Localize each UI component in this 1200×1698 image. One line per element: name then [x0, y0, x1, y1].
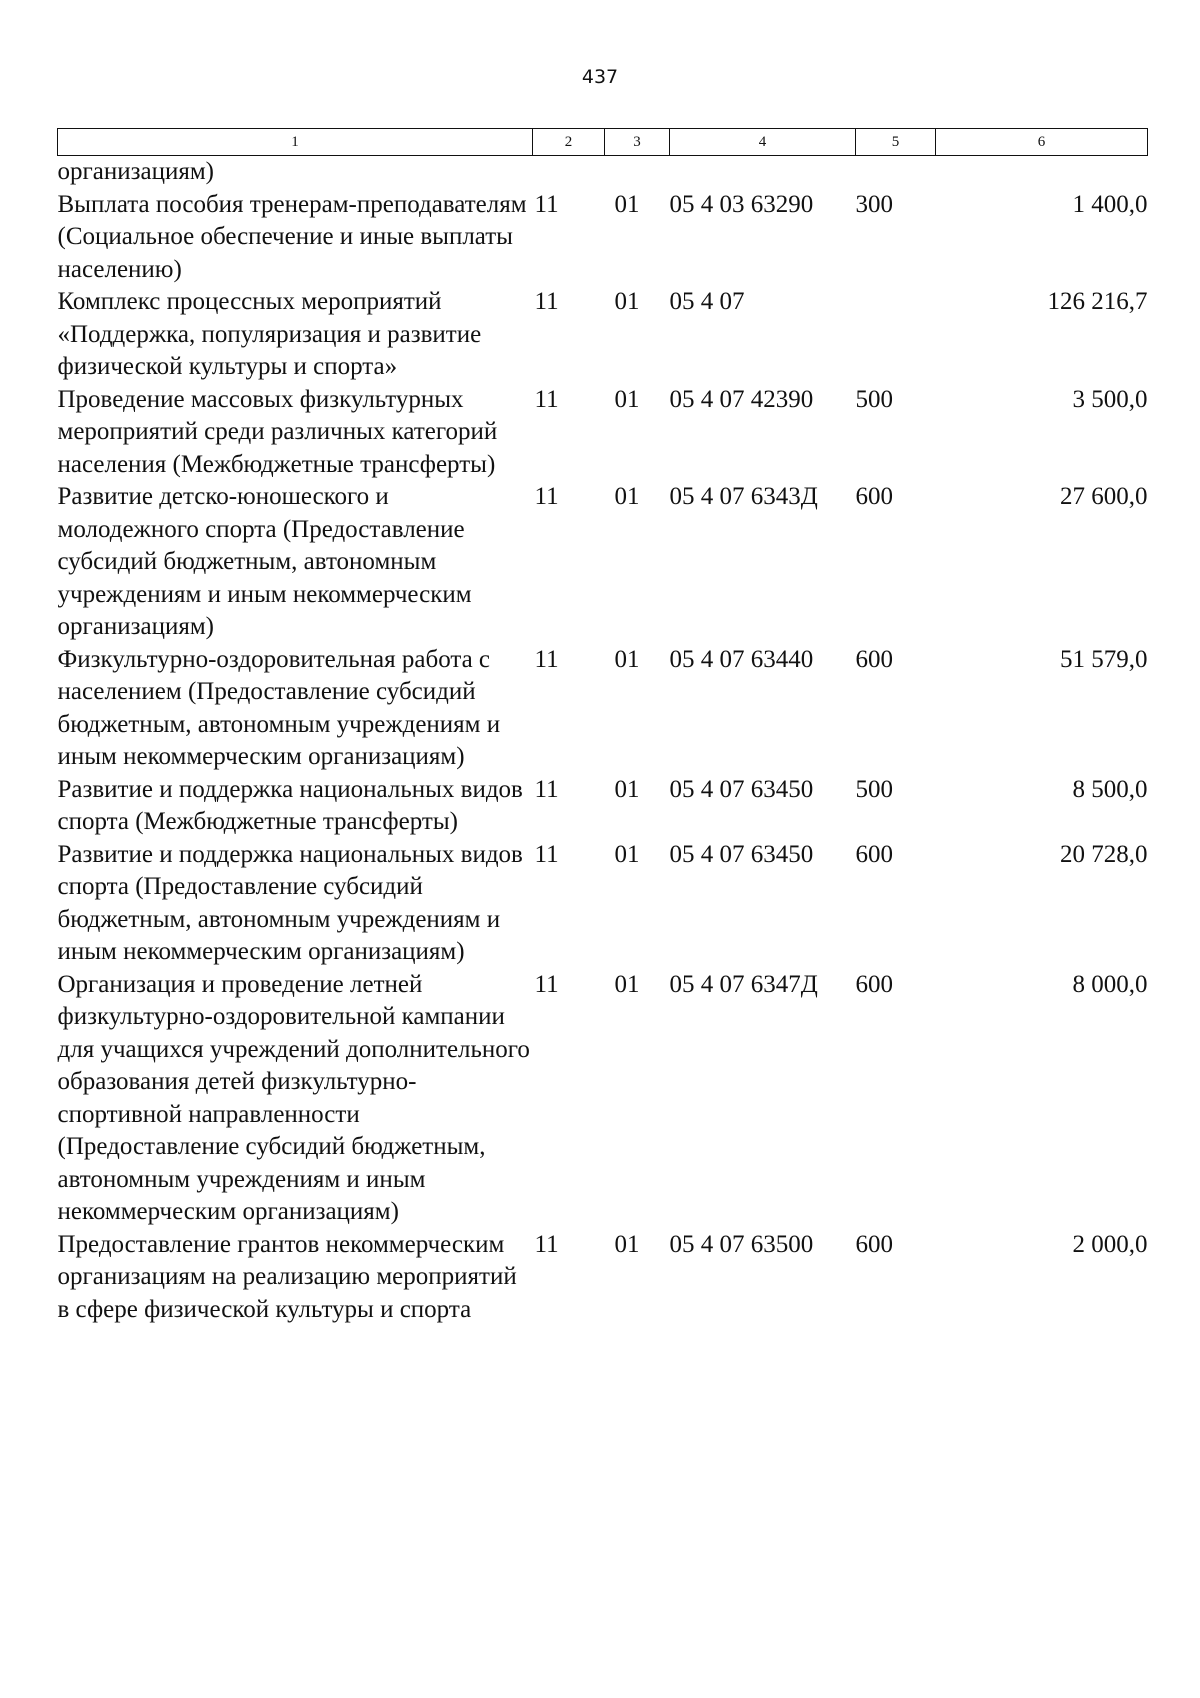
row-name: Комплекс процессных мероприятий «Поддержка, популяризация и развитие физической культуры и спорта» [57, 288, 482, 380]
row-target-code [670, 156, 856, 189]
row-section: 11 [534, 645, 559, 673]
row-expense-type: 300 [855, 190, 893, 218]
table-row [58, 969, 1148, 1229]
row-name: Организация и проведение летней физкультурно-оздоровительной кампании для учащихся учреждений дополнительного образования детей физкультурно-спортивной направленности (Предоставление субсидий бюджетным, автономным учреждениям и иным некоммерческим организациям) [57, 970, 530, 1225]
row-amount: 8 500,0 [1072, 775, 1148, 803]
row-target-code: 05 4 03 63290 [669, 190, 814, 218]
table-row [58, 774, 1148, 839]
row-subsection: 01 [614, 288, 640, 315]
row-expense-type [856, 156, 936, 189]
row-expense-type: 600 [855, 840, 893, 868]
row-target-code: 05 4 07 63450 [669, 840, 814, 868]
budget-table [57, 128, 1148, 1326]
column-header-2: 2 [533, 129, 605, 156]
header-row [58, 129, 1148, 156]
row-amount [936, 156, 1148, 189]
row-amount: 1 400,0 [1072, 190, 1148, 218]
table-row [58, 644, 1148, 774]
row-amount: 3 500,0 [1072, 385, 1148, 413]
row-section: 11 [534, 288, 559, 315]
column-header-5: 5 [856, 129, 936, 156]
row-expense-type: 500 [855, 775, 893, 803]
row-subsection: 01 [614, 840, 640, 868]
row-section: 11 [534, 970, 559, 998]
row-amount: 20 728,0 [1060, 840, 1148, 868]
row-section: 11 [534, 385, 559, 413]
row-subsection: 01 [614, 385, 640, 413]
row-section: 11 [534, 190, 559, 218]
row-subsection: 01 [614, 190, 640, 218]
table-row [58, 1229, 1148, 1327]
table-row [58, 384, 1148, 482]
table-row [58, 839, 1148, 969]
row-name: Предоставление грантов некоммерческим организациям на реализацию мероприятий в сфере физической культуры и спорта [57, 1230, 517, 1323]
row-section: 11 [534, 775, 559, 803]
row-amount: 2 000,0 [1072, 1230, 1148, 1258]
table-body [58, 156, 1148, 1327]
table-row [58, 156, 1148, 189]
row-subsection: 01 [614, 970, 640, 998]
column-header-3: 3 [605, 129, 670, 156]
row-section: 11 [534, 1230, 559, 1258]
row-expense-type: 500 [855, 385, 893, 413]
row-name: Развитие и поддержка национальных видов спорта (Предоставление субсидий бюджетным, автономным учреждениям и иным некоммерческим организациям) [57, 840, 523, 965]
row-section: 11 [534, 483, 559, 510]
row-expense-type: 600 [855, 483, 893, 510]
column-header-6: 6 [936, 129, 1148, 156]
row-expense-type: 600 [855, 1230, 893, 1258]
row-amount: 27 600,0 [1060, 483, 1148, 510]
row-subsection: 01 [614, 483, 640, 510]
row-target-code: 05 4 07 42390 [669, 385, 814, 413]
table-row [58, 481, 1148, 644]
row-target-code: 05 4 07 6347Д [669, 970, 818, 998]
row-target-code: 05 4 07 6343Д [669, 483, 818, 510]
row-name: Развитие и поддержка национальных видов спорта (Межбюджетные трансферты) [57, 775, 523, 835]
row-target-code: 05 4 07 63450 [669, 775, 814, 803]
row-section [533, 156, 605, 189]
column-header-4: 4 [670, 129, 856, 156]
row-target-code: 05 4 07 63440 [669, 645, 814, 673]
table-row [58, 189, 1148, 287]
row-subsection [605, 156, 670, 189]
row-name: Развитие детско-юношеского и молодежного спорта (Предоставление субсидий бюджетным, автономным учреждениям и иным некоммерческим организациям) [57, 483, 472, 640]
row-target-code: 05 4 07 [669, 288, 745, 315]
row-target-code: 05 4 07 63500 [669, 1230, 814, 1258]
column-header-1: 1 [58, 129, 533, 156]
table-header [58, 129, 1148, 156]
row-name: Физкультурно-оздоровительная работа с населением (Предоставление субсидий бюджетным, автономным учреждениям и иным некоммерческим организациям) [57, 645, 501, 770]
row-expense-type [856, 286, 936, 384]
row-amount: 51 579,0 [1060, 645, 1148, 673]
page-number: 437 [581, 66, 619, 88]
table-row [58, 286, 1148, 384]
row-subsection: 01 [614, 1230, 640, 1258]
row-subsection: 01 [614, 645, 640, 673]
row-name: Выплата пособия тренерам-преподавателям (Социальное обеспечение и иные выплаты населению) [57, 190, 527, 283]
row-name: Проведение массовых физкультурных мероприятий среди различных категорий населения (Межбюджетные трансферты) [57, 385, 498, 478]
row-amount: 126 216,7 [1047, 288, 1148, 315]
row-amount: 8 000,0 [1072, 970, 1148, 998]
row-expense-type: 600 [855, 970, 893, 998]
row-expense-type: 600 [855, 645, 893, 673]
row-section: 11 [534, 840, 559, 868]
row-subsection: 01 [614, 775, 640, 803]
row-name: организациям) [57, 158, 214, 185]
